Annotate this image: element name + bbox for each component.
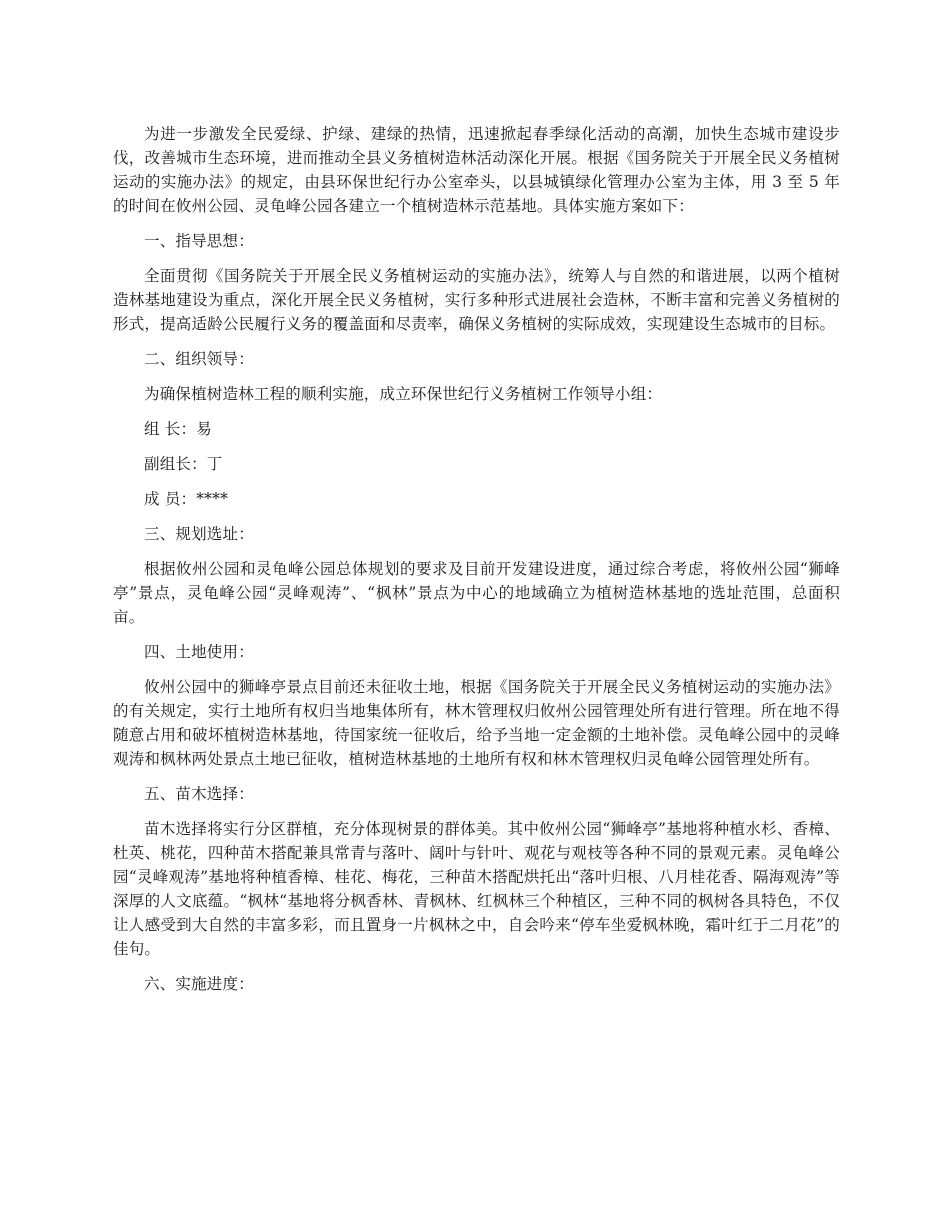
section-heading-seedling-selection: 五、苗木选择： (144, 785, 254, 803)
section-body-site-planning: 根据攸州公园和灵龟峰公园总体规划的要求及目前开发建设进度，通过综合考虑，将攸州公园“狮峰亭”景点，灵龟峰公园“灵峰观涛”、“枫林”景点为中心的地域确立为植树造林基地的选址范围，总面积 亩。 (113, 560, 840, 626)
section-heading-land-use: 四、土地使用： (144, 643, 254, 661)
section-body-land-use: 攸州公园中的狮峰亭景点目前还未征收土地，根据《国务院关于开展全民义务植树运动的实施办法》的有关规定，实行土地所有权归当地集体所有，林木管理权归攸州公园管理处所有进行管理。所在地不得随意占用和破坏植树造林基地，待国家统一征收后，给予当地一定金额的土地补偿。灵龟峰公园中的灵峰观涛和枫林两处景点土地已征收，植树造林基地的土地所有权和林木管理权归灵龟峰公园管理处所有。 (113, 678, 840, 768)
section-body-guiding-ideology: 全面贯彻《国务院关于开展全民义务植树运动的实施办法》，统筹人与自然的和谐进展，以两个植树造林基地建设为重点，深化开展全民义务植树，实行多种形式进展社会造林，不断丰富和完善义务植树的形式，提高适龄公民履行义务的覆盖面和尽责率，确保义务植树的实际成效，实现建设生态城市的目标。 (113, 267, 840, 333)
section-heading-site-planning: 三、规划选址： (144, 525, 254, 543)
section-body-seedling-selection: 苗木选择将实行分区群植，充分体现树景的群体美。其中攸州公园“狮峰亭”基地将种植水杉、香樟、杜英、桃花，四种苗木搭配兼具常青与落叶、阔叶与针叶、观花与观枝等各种不同的景观元素。灵龟峰公园“灵峰观涛”基地将种植香樟、桂花、梅花，三种苗木搭配烘托出“落叶归根、八月桂花香、隔海观涛”等深厚的人文底蕴。“枫林“基地将分枫香林、青枫林、红枫林三个种植区，三种不同的枫树各具特色，不仅让人感受到大自然的丰富多彩，而且置身一片枫林之中，自会吟来“停车坐爱枫林晚，霜叶红于二月花”的佳句。 (113, 820, 840, 958)
group-leader-line: 组 长：易 (144, 420, 212, 438)
section-body-organization: 为确保植树造林工程的顺利实施，成立环保世纪行义务植树工作领导小组： (144, 385, 663, 403)
section-heading-organization: 二、组织领导： (144, 350, 254, 368)
members-line: 成 员：**** (144, 490, 229, 508)
document-body (113, 122, 840, 1007)
intro-paragraph: 为进一步激发全民爱绿、护绿、建绿的热情，迅速掀起春季绿化活动的高潮，加快生态城市建设步伐，改善城市生态环境，进而推动全县义务植树造林活动深化开展。根据《国务院关于开展全民义务植树运动的实施办法》的规定，由县环保世纪行办公室牵头，以县城镇绿化管理办公室为主体，用 3 至 5 年的时间在攸州公园、灵龟峰公园各建立一个植树造林示范基地。具体实施方案如下： (113, 125, 840, 215)
deputy-leader-line: 副组长：丁 (144, 455, 223, 473)
section-heading-implementation-schedule: 六、实施进度： (144, 975, 254, 993)
section-heading-guiding-ideology: 一、指导思想： (144, 232, 254, 250)
